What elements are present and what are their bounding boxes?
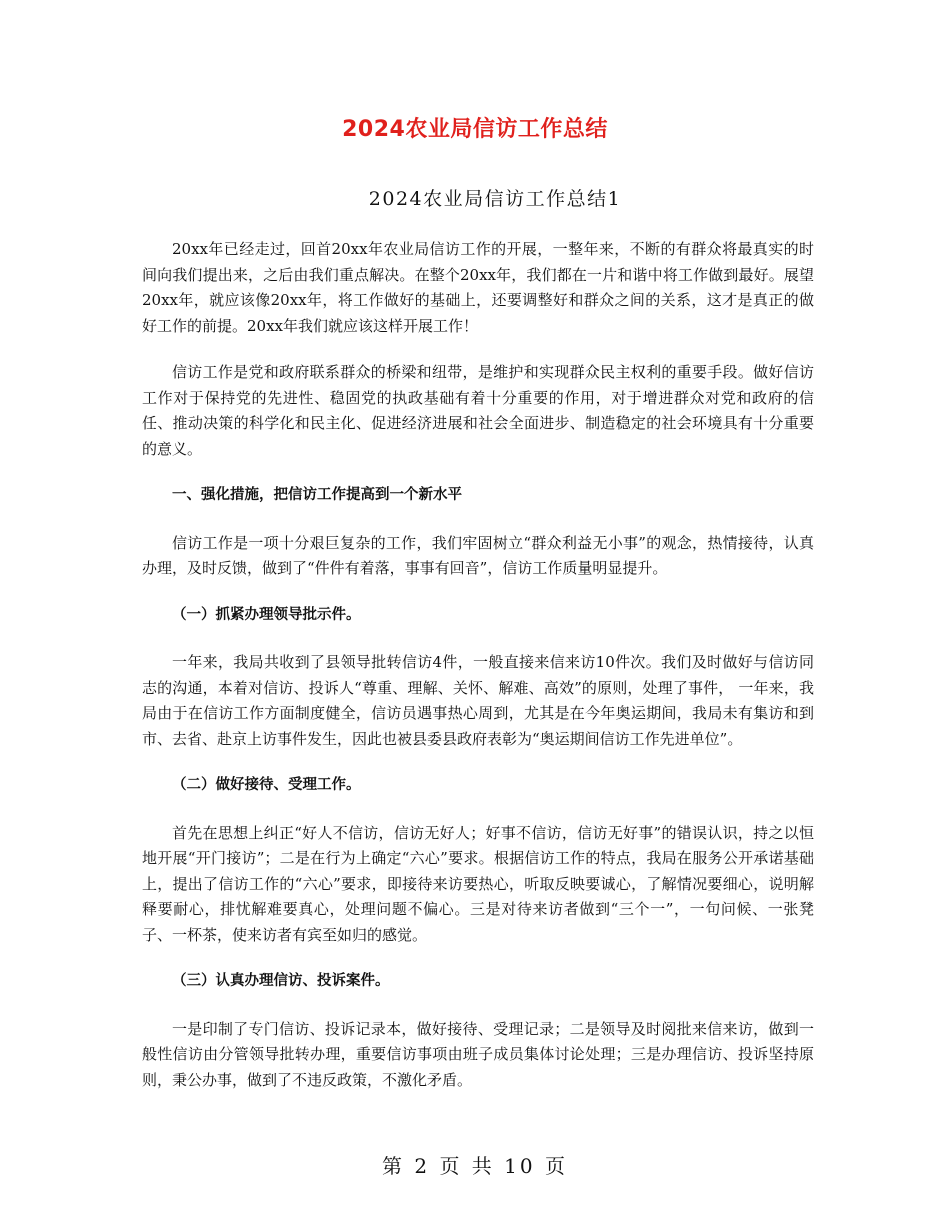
document-title: 2024农业局信访工作总结 — [342, 117, 608, 142]
intro-paragraph: 20xx年已经走过，回首20xx年农业局信访工作的开展，一整年来，不断的有群众将最真实的时间向我们提出来，之后由我们重点解决。在整个20xx年，我们都在一片和谐中将工作做到最好。展望20xx年，就应该像20xx年，将工作做好的基础上，还要调整好和群众之间的关系，这才是真正的做好工作的前提。20xx年我们就应该这样开展工作！ — [142, 240, 814, 335]
document-subtitle: 2024农业局信访工作总结1 — [368, 188, 622, 210]
page-number-footer: 第 2 页 共 10 页 — [382, 1154, 568, 1178]
subsection-heading: （一）抓紧办理领导批示件。 — [172, 606, 361, 623]
subsection-heading: （三）认真办理信访、投诉案件。 — [172, 973, 390, 989]
section-paragraph: 信访工作是一项十分艰巨复杂的工作，我们牢固树立“群众利益无小事”的观念，热情接待，认真办理，及时反馈，做到了“件件有着落，事事有回音”，信访工作质量明显提升。 — [142, 533, 814, 577]
context-paragraph: 信访工作是党和政府联系群众的桥梁和纽带，是维护和实现群众民主权利的重要手段。做好信访工作对于保持党的先进性、稳固党的执政基础有着十分重要的作用，对于增进群众对党和政府的信任、推动决策的科学化和民主化、促进经济进展和社会全面进步、制造稳定的社会环境具有十分重要的意义。 — [142, 363, 814, 458]
document-body — [142, 237, 814, 1114]
subsection-paragraph: 一是印制了专门信访、投诉记录本，做好接待、受理记录；二是领导及时阅批来信来访，做到一般性信访由分管领导批转办理，重要信访事项由班子成员集体讨论处理；三是办理信访、投诉坚持原则，秉公办事，做到了不违反政策，不激化矛盾。 — [142, 1019, 814, 1089]
subsection-paragraph: 一年来，我局共收到了县领导批转信访4件，一般直接来信来访10件次。我们及时做好与信访同志的沟通，本着对信访、投诉人“尊重、理解、关怀、解难、高效”的原则，处理了事件， 一年来，我局由于在信访工作方面制度健全，信访员遇事热心周到，尤其是在今年奥运期间，我局未有集访和到市、去省、赴京上访事件发生，因此也被县委县政府表彰为“奥运期间信访工作先进单位”。 — [142, 653, 814, 748]
subsection-paragraph: 首先在思想上纠正“好人不信访，信访无好人；好事不信访，信访无好事”的错误认识，持之以恒地开展“开门接访”；二是在行为上确定“六心”要求。根据信访工作的特点，我局在服务公开承诺基础上，提出了信访工作的“六心”要求，即接待来访要热心，听取反映要诚心，了解情况要细心，说明解释要耐心，排忧解难要真心，处理问题不偏心。三是对待来访者做到“三个一”，一句问候、一张凳子、一杯茶，使来访者有宾至如归的感觉。 — [142, 823, 814, 944]
section-heading: 一、强化措施，把信访工作提高到一个新水平 — [172, 487, 462, 503]
subsection-heading: （二）做好接待、受理工作。 — [172, 777, 361, 793]
